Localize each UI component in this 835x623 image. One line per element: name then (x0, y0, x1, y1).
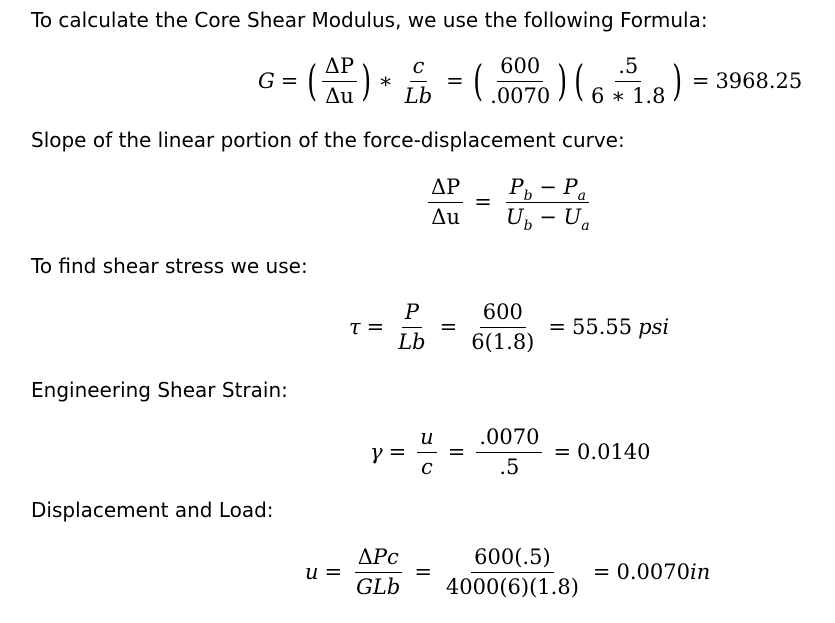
eq5-unit: in (690, 560, 711, 584)
displacement-equation: u = $\frac{\text{ΔPc}}{\text{GLb}}$ = $\frac{600(.5)}{4000(6)(1.8)}$ = 0.0070 in (305, 545, 711, 599)
intro-text: To calculate the Core Shear Modulus, we use the following Formula: (31, 8, 708, 32)
eq3-lhs: τ (349, 315, 361, 339)
eq2-difference-fraction: $\frac{P_b - P_a}{U_b - U_a}$ (505, 175, 590, 234)
displacement-load-text: Displacement and Load: (31, 498, 274, 522)
eq3-P-Lb-fraction: $\frac{P}{Lb}$ (398, 300, 426, 354)
eq3-unit: psi (638, 315, 670, 339)
slope-equation: $\frac{\Delta P}{\Delta u}$ = $\frac{P_b - P_a}{U_b - U_a}$ (423, 170, 598, 234)
eq1-c-Lb-fraction: $\frac{c}{Lb}$ (404, 54, 433, 108)
eq3-numeric-fraction: $\frac{600}{6(1.8)}$ (471, 300, 535, 354)
eq5-lhs: u (305, 560, 319, 584)
slope-text: Slope of the linear portion of the force-displacement curve: (31, 128, 625, 152)
eq5-symbolic-fraction: $\frac{\text{ΔPc}}{\text{GLb}}$ (356, 545, 401, 599)
eq1-numeric-fraction-1: $\frac{600}{.0070}$ (490, 54, 551, 108)
eq2-dP-du-fraction: $\frac{\Delta P}{\Delta u}$ (428, 175, 463, 228)
eq4-u-c-fraction: $\frac{u}{c}$ (417, 425, 437, 478)
eq1-lhs: G (258, 69, 275, 93)
eq1-dP-du-fraction: $\frac{\Delta P}{\Delta u}$ (322, 54, 357, 107)
eq4-result: 0.0140 (577, 440, 651, 464)
eq4-numeric-fraction: $\frac{.0070}{.5}$ (476, 425, 542, 478)
strain-text: Engineering Shear Strain: (31, 378, 288, 402)
shear-stress-equation: τ = $\frac{P}{Lb}$ = $\frac{600}{6(1.8)}$ = 55.55 psi (349, 300, 670, 354)
eq3-result: 55.55 (572, 315, 633, 339)
shear-modulus-equation: G = ( $\frac{\Delta P}{\Delta u}$ ) ∗ $\frac{c}{Lb}$ = ( $\frac{600}{.0070}$ ) ( $\frac{.5}{6 ∗ 1.8}$ ) = 3968.25 (258, 54, 803, 108)
eq5-numeric-fraction: $\frac{600(.5)}{4000(6)(1.8)}$ (445, 545, 579, 599)
eq4-lhs: γ (370, 440, 383, 464)
eq1-numeric-fraction-2: $\frac{.5}{6 ∗ 1.8}$ (591, 54, 666, 108)
shear-strain-equation: γ = $\frac{u}{c}$ = $\frac{.0070}{.5}$ = 0.0140 (370, 425, 651, 479)
eq5-result: 0.0070 (616, 560, 690, 584)
shear-stress-text: To find shear stress we use: (31, 254, 308, 278)
eq1-result: 3968.25 (715, 69, 803, 93)
